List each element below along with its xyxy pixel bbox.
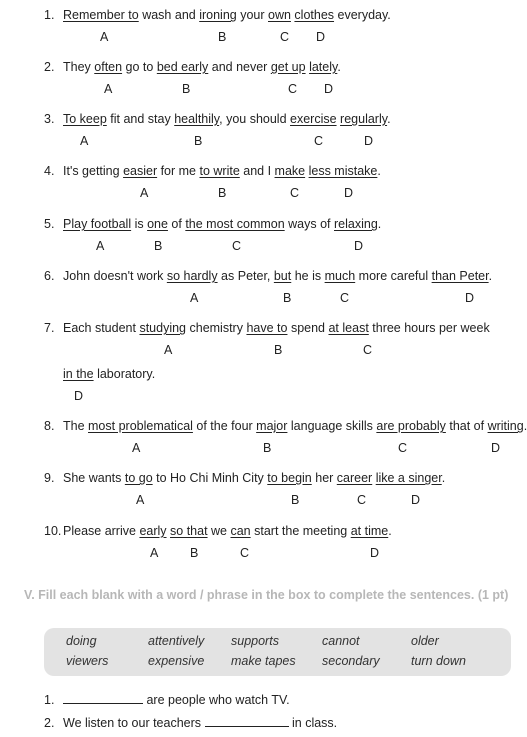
underlined-part: are probably: [376, 419, 446, 433]
sentence-text: .: [488, 269, 493, 283]
underlined-part: easier: [123, 164, 158, 178]
underlined-part: like a singer: [375, 471, 442, 485]
underlined-part: major: [256, 419, 288, 433]
option-letter: A: [164, 343, 173, 357]
option-letter: B: [182, 82, 191, 96]
underlined-part: healthily: [174, 112, 220, 126]
word-option: secondary: [322, 654, 380, 668]
question-9: [44, 419, 527, 433]
underlined-part: in the: [63, 367, 94, 381]
option-letter: B: [218, 186, 227, 200]
sentence-text: We listen to our teachers: [63, 716, 205, 730]
underlined-part: the most common: [185, 217, 285, 231]
option-letter: A: [136, 493, 145, 507]
option-letter: C: [314, 134, 324, 148]
question-number: 7.: [44, 321, 55, 335]
sentence-text: The: [63, 419, 89, 433]
option-letter: C: [232, 239, 242, 253]
sentence-text: .: [388, 524, 392, 538]
underlined-part: at time: [350, 524, 389, 538]
question-number: 4.: [44, 164, 55, 178]
sentence-text: .: [377, 217, 382, 231]
underlined-part: bed early: [156, 60, 209, 74]
question-number: 9.: [44, 471, 55, 485]
sentence-text: , you should: [219, 112, 291, 126]
sentence-text: They: [63, 60, 95, 74]
word-option: turn down: [411, 654, 466, 668]
option-letter: D: [316, 30, 326, 44]
answer-blank[interactable]: [205, 714, 289, 727]
underlined-part: so hardly: [166, 269, 218, 283]
option-letter: C: [363, 343, 373, 357]
sentence-text: your: [236, 8, 268, 22]
underlined-part: to write: [199, 164, 240, 178]
sentence-text: are people who watch TV.: [143, 693, 290, 707]
option-letter: C: [290, 186, 300, 200]
underlined-part: one: [147, 217, 168, 231]
question-number: 5.: [44, 217, 55, 231]
underlined-part: can: [230, 524, 251, 538]
underlined-part: ironing: [199, 8, 237, 22]
option-letter: D: [364, 134, 374, 148]
option-letter: C: [288, 82, 298, 96]
option-letter: A: [150, 546, 159, 560]
underlined-part: to go: [124, 471, 153, 485]
option-letter: B: [194, 134, 203, 148]
question-10: [44, 471, 445, 485]
sentence-text: ways of: [284, 217, 334, 231]
question-4: [44, 164, 381, 178]
sentence-text: everyday.: [334, 8, 391, 22]
underlined-part: but: [273, 269, 292, 283]
sentence-text: for me: [157, 164, 200, 178]
question-5: [44, 217, 381, 231]
sentence-text: go to: [122, 60, 157, 74]
sentence-text: wash and: [138, 8, 200, 22]
word-option: older: [411, 634, 439, 648]
underlined-part: writing: [487, 419, 524, 433]
sentence-text: three hours per week: [368, 321, 490, 335]
option-letter: B: [283, 291, 292, 305]
sentence-text: .: [441, 471, 446, 485]
question-number: 6.: [44, 269, 55, 283]
underlined-part: often: [94, 60, 123, 74]
underlined-part: relaxing: [334, 217, 378, 231]
word-option: doing: [66, 634, 97, 648]
sentence-text: language skills: [287, 419, 377, 433]
question-11: [44, 524, 392, 538]
underlined-part: To keep: [63, 112, 107, 126]
sentence-text: and I: [239, 164, 275, 178]
underlined-part: have to: [246, 321, 288, 335]
option-letter: B: [190, 546, 199, 560]
sentence-text: laboratory.: [93, 367, 156, 381]
question-number: 2.: [44, 60, 55, 74]
underlined-part: to begin: [267, 471, 312, 485]
option-letter: A: [132, 441, 141, 455]
option-letter: C: [398, 441, 408, 455]
option-letter: D: [370, 546, 380, 560]
question-6: [44, 269, 492, 283]
sentence-text: fit and stay: [106, 112, 175, 126]
sentence-text: Please arrive: [63, 524, 140, 538]
option-letter: A: [100, 30, 109, 44]
word-option: cannot: [322, 634, 360, 648]
question-number: 10.: [44, 524, 62, 538]
sentence-text: that of: [445, 419, 488, 433]
question-8: [44, 367, 155, 381]
word-option: viewers: [66, 654, 109, 668]
sentence-text: .: [377, 164, 381, 178]
question-number: 8.: [44, 419, 55, 433]
blank-question-1: [44, 691, 290, 707]
option-letter: B: [263, 441, 272, 455]
sentence-text: to Ho Chi Minh City: [152, 471, 268, 485]
sentence-text: .: [387, 112, 391, 126]
underlined-part: at least: [328, 321, 369, 335]
sentence-text: Each student: [63, 321, 140, 335]
question-1: [44, 8, 391, 22]
blank-question-2: [44, 714, 337, 730]
question-number: 1.: [44, 8, 55, 22]
underlined-part: Remember to: [63, 8, 139, 22]
underlined-part: lately: [309, 60, 338, 74]
option-letter: D: [354, 239, 364, 253]
sentence-text: we: [207, 524, 231, 538]
underlined-part: career: [336, 471, 373, 485]
sentence-text: as Peter,: [217, 269, 274, 283]
word-option: make tapes: [231, 654, 296, 668]
option-letter: C: [240, 546, 250, 560]
word-option: expensive: [148, 654, 205, 668]
underlined-part: most problematical: [88, 419, 193, 433]
underlined-part: make: [274, 164, 306, 178]
sentence-text: spend: [287, 321, 329, 335]
question-number: 2.: [44, 716, 55, 730]
option-letter: A: [190, 291, 199, 305]
option-letter: D: [324, 82, 334, 96]
underlined-part: so that: [170, 524, 208, 538]
option-letter: B: [291, 493, 300, 507]
sentence-text: chemistry: [186, 321, 247, 335]
option-letter: C: [340, 291, 350, 305]
sentence-text: start the meeting: [250, 524, 351, 538]
option-letter: D: [344, 186, 354, 200]
option-letter: A: [140, 186, 149, 200]
sentence-text: .: [337, 60, 341, 74]
answer-blank[interactable]: [63, 691, 143, 704]
question-number: 1.: [44, 693, 55, 707]
option-letter: D: [411, 493, 421, 507]
option-letter: C: [280, 30, 290, 44]
sentence-text: and never: [208, 60, 271, 74]
underlined-part: own: [268, 8, 291, 22]
option-letter: B: [218, 30, 227, 44]
sentence-text: is: [131, 217, 148, 231]
sentence-text: of: [167, 217, 186, 231]
sentence-text: of the four: [192, 419, 257, 433]
sentence-text: he is: [291, 269, 325, 283]
option-letter: A: [80, 134, 89, 148]
question-2: [44, 60, 341, 74]
word-option: attentively: [148, 634, 205, 648]
option-letter: D: [491, 441, 501, 455]
sentence-text: It's getting: [63, 164, 124, 178]
question-3: [44, 112, 391, 126]
underlined-part: exercise: [290, 112, 337, 126]
underlined-part: much: [324, 269, 356, 283]
option-letter: A: [96, 239, 105, 253]
option-letter: A: [104, 82, 113, 96]
sentence-text: She wants: [63, 471, 125, 485]
underlined-part: studying: [139, 321, 187, 335]
option-letter: C: [357, 493, 367, 507]
option-letter: D: [74, 389, 84, 403]
underlined-part: less mistake: [308, 164, 378, 178]
sentence-text: in class.: [288, 716, 338, 730]
word-box: [44, 628, 511, 676]
question-number: 3.: [44, 112, 55, 126]
option-letter: D: [465, 291, 475, 305]
sentence-text: .: [523, 419, 527, 433]
underlined-part: get up: [270, 60, 306, 74]
sentence-text: more careful: [355, 269, 432, 283]
word-option: supports: [231, 634, 279, 648]
option-letter: B: [274, 343, 283, 357]
option-letter: B: [154, 239, 163, 253]
underlined-part: regularly: [340, 112, 388, 126]
underlined-part: clothes: [294, 8, 335, 22]
underlined-part: early: [139, 524, 167, 538]
underlined-part: Play football: [63, 217, 132, 231]
sentence-text: John doesn't work: [63, 269, 167, 283]
section-v-title: V. Fill each blank with a word / phrase in the box to complete the sentences. (1 pt): [24, 588, 509, 602]
question-7: [44, 321, 490, 335]
sentence-text: her: [311, 471, 337, 485]
underlined-part: than Peter: [431, 269, 489, 283]
